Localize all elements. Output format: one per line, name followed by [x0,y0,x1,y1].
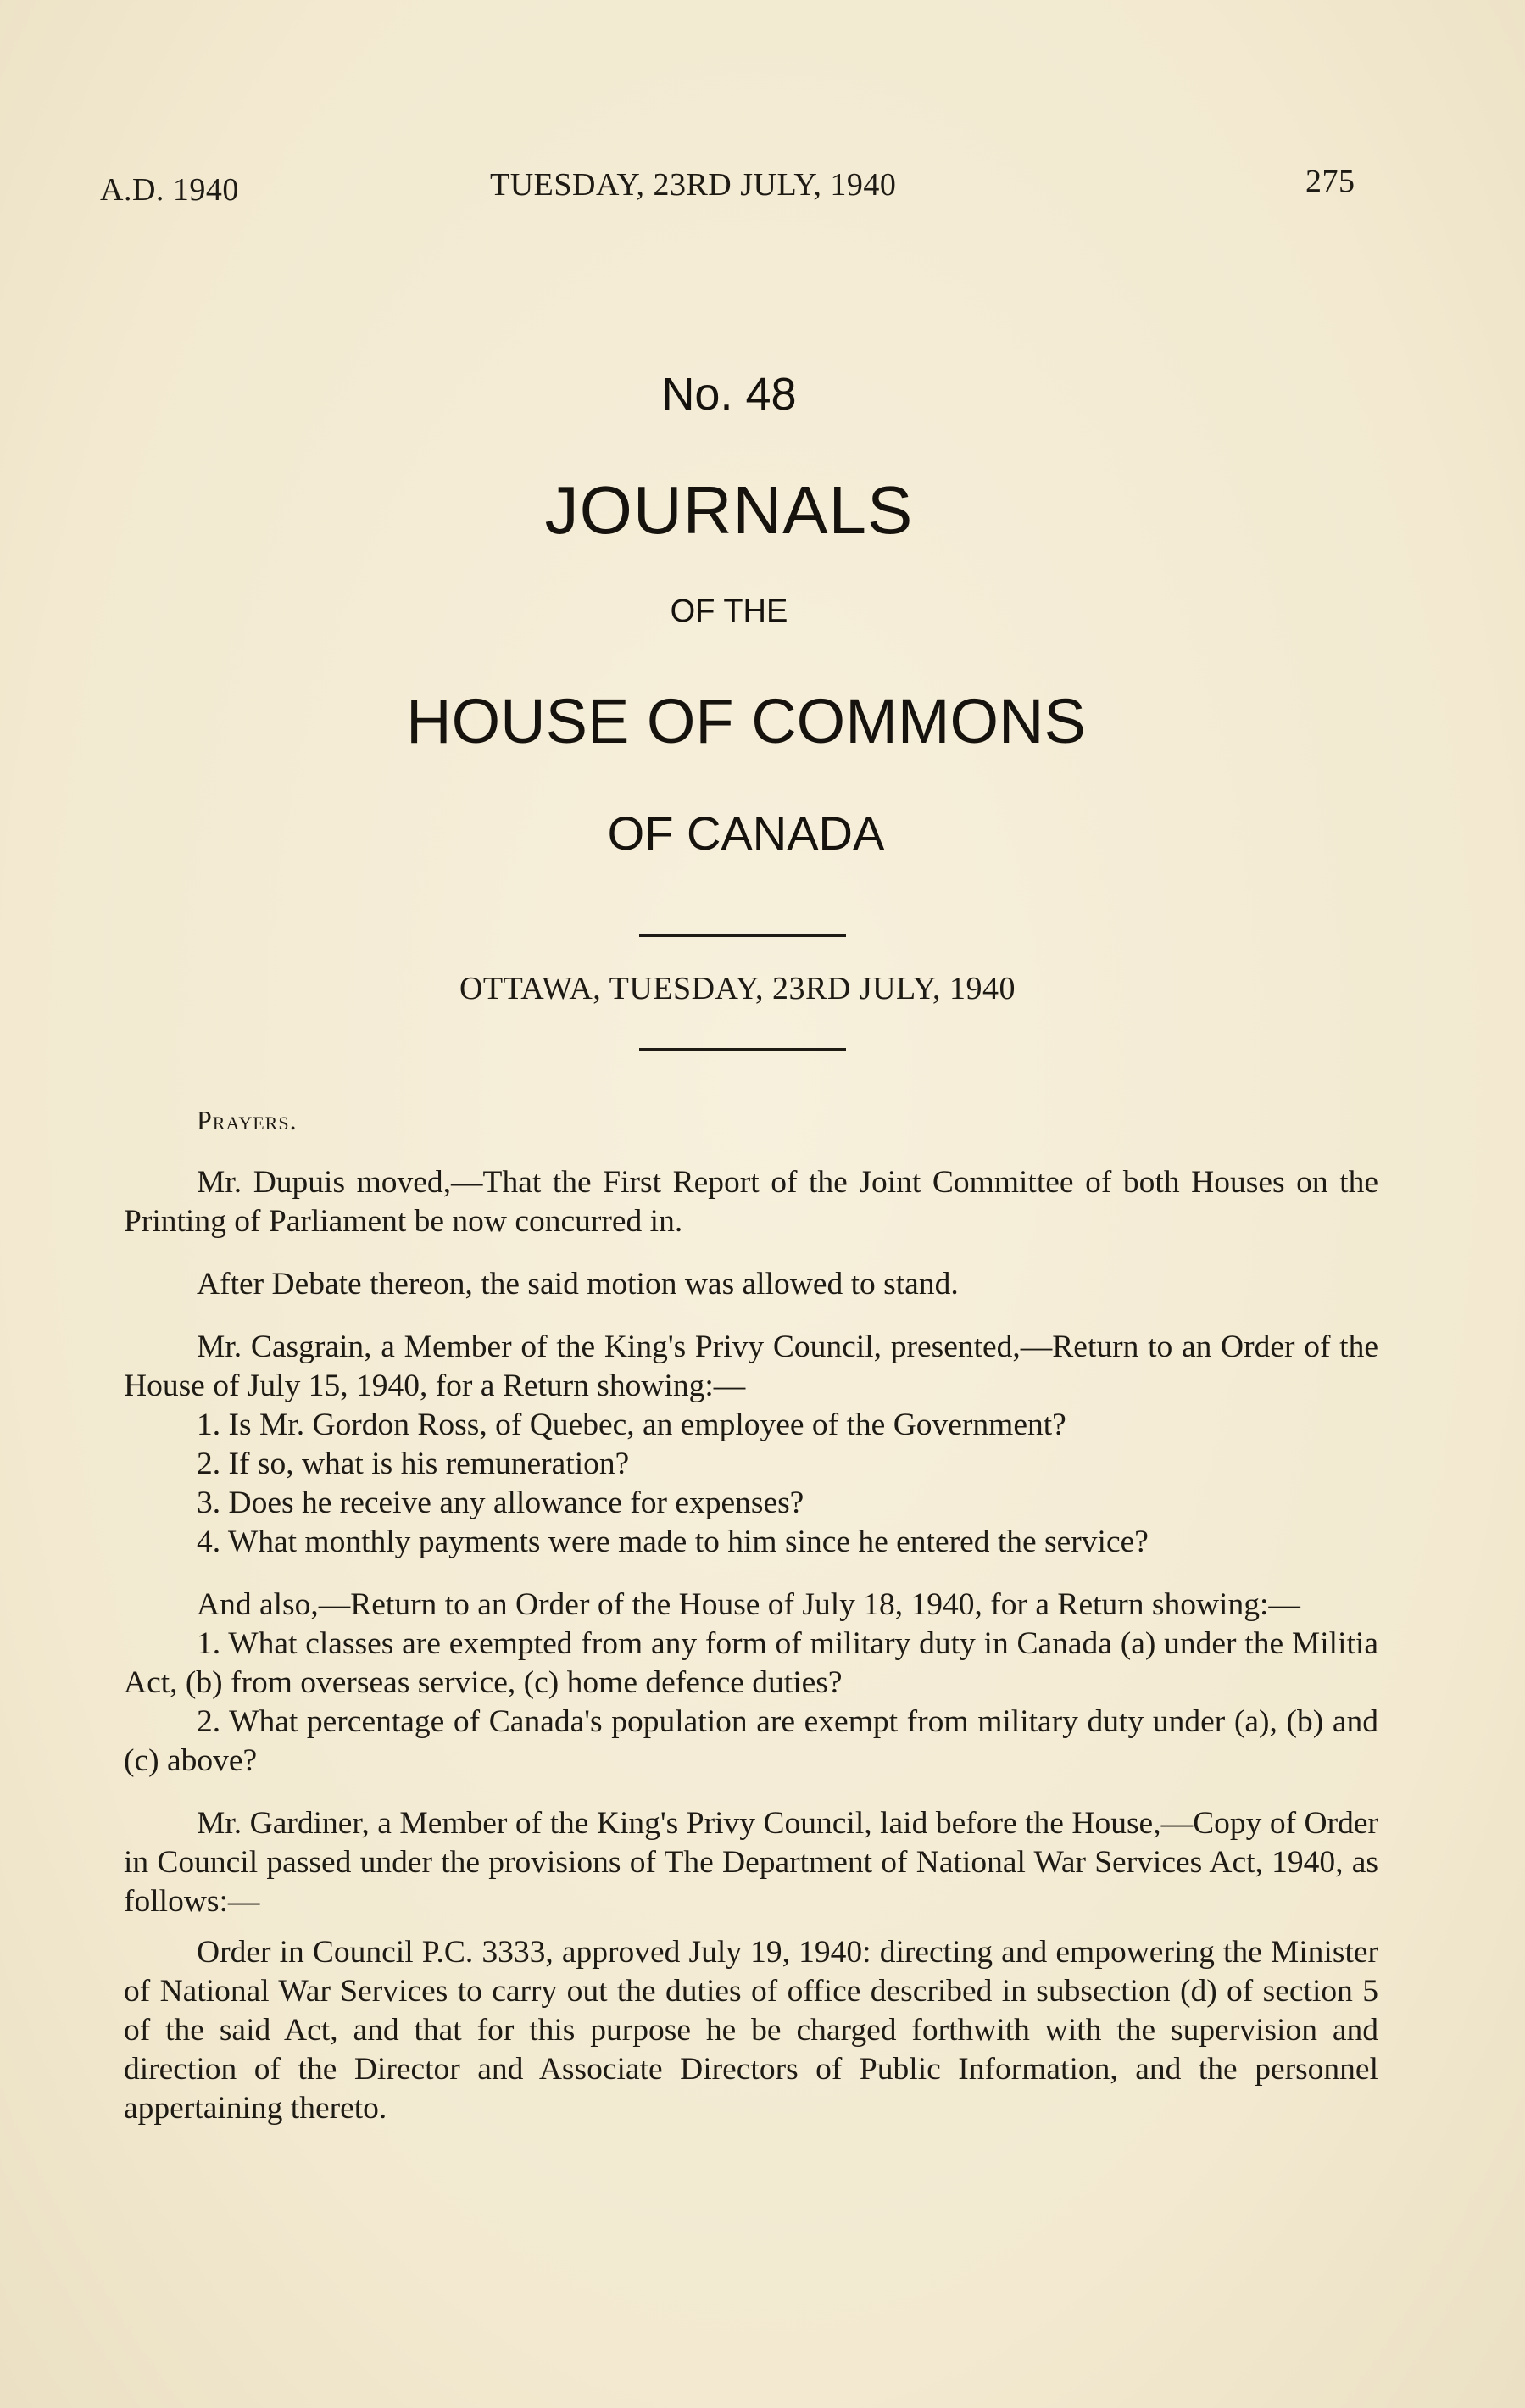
return-question-2: 2. What percentage of Canada's population are exempt from military duty under (a), (b) and (c) above? [124,1704,1378,1778]
of-the-label: OF THE [670,594,788,629]
house-title: HOUSE OF COMMONS [406,686,1086,756]
question-3: 3. Does he receive any allowance for expenses? [197,1485,804,1520]
journals-title: JOURNALS [544,472,914,548]
order-in-council: Order in Council P.C. 3333, approved July 19, 1940: directing and empowering the Minister of National War Services to carry out the duties of office described in subsection (d) of section 5 of the said Act, and that for this purpose he be charged forthwith with the supervision and direction of the Director and Associate Directors of Public Information, and the personnel appertaining thereto. [124,1935,1378,2126]
casgrain-return: Mr. Casgrain, a Member of the King's Privy Council, presented,—Return to an Order of the House of July 15, 1940, for a Return showing:— [124,1329,1378,1403]
page-number: 275 [1305,164,1355,199]
question-1: 1. Is Mr. Gordon Ross, of Quebec, an employee of the Government? [197,1407,1066,1442]
header-date: TUESDAY, 23RD JULY, 1940 [490,167,897,203]
dupuis-motion: Mr. Dupuis moved,—That the First Report of the Joint Committee of both Houses on the Printing of Parliament be now concurred in. [124,1165,1378,1239]
dateline: OTTAWA, TUESDAY, 23RD JULY, 1940 [459,971,1016,1006]
question-4: 4. What monthly payments were made to him since he entered the service? [197,1525,1149,1559]
question-2: 2. If so, what is his remuneration? [197,1446,630,1481]
top-rule [639,934,846,937]
debate-note: After Debate thereon, the said motion was allowed to stand. [197,1267,959,1302]
of-canada-label: OF CANADA [607,806,885,860]
second-return: And also,—Return to an Order of the House of July 18, 1940, for a Return showing:— [197,1587,1300,1622]
journal-body [124,1101,1378,2128]
bottom-rule [639,1048,846,1051]
prayers-heading: Prayers. [197,1105,298,1135]
header-year: A.D. 1940 [100,172,239,208]
journal-number: No. 48 [661,369,797,420]
gardiner-order: Mr. Gardiner, a Member of the King's Privy Council, laid before the House,—Copy of Order in Council passed under the provisions of The Department of National War Services Act, 1940, as follows:— [124,1806,1378,1919]
return-question-1: 1. What classes are exempted from any form of military duty in Canada (a) under the Militia Act, (b) from overseas service, (c) home defence duties? [124,1626,1378,1700]
